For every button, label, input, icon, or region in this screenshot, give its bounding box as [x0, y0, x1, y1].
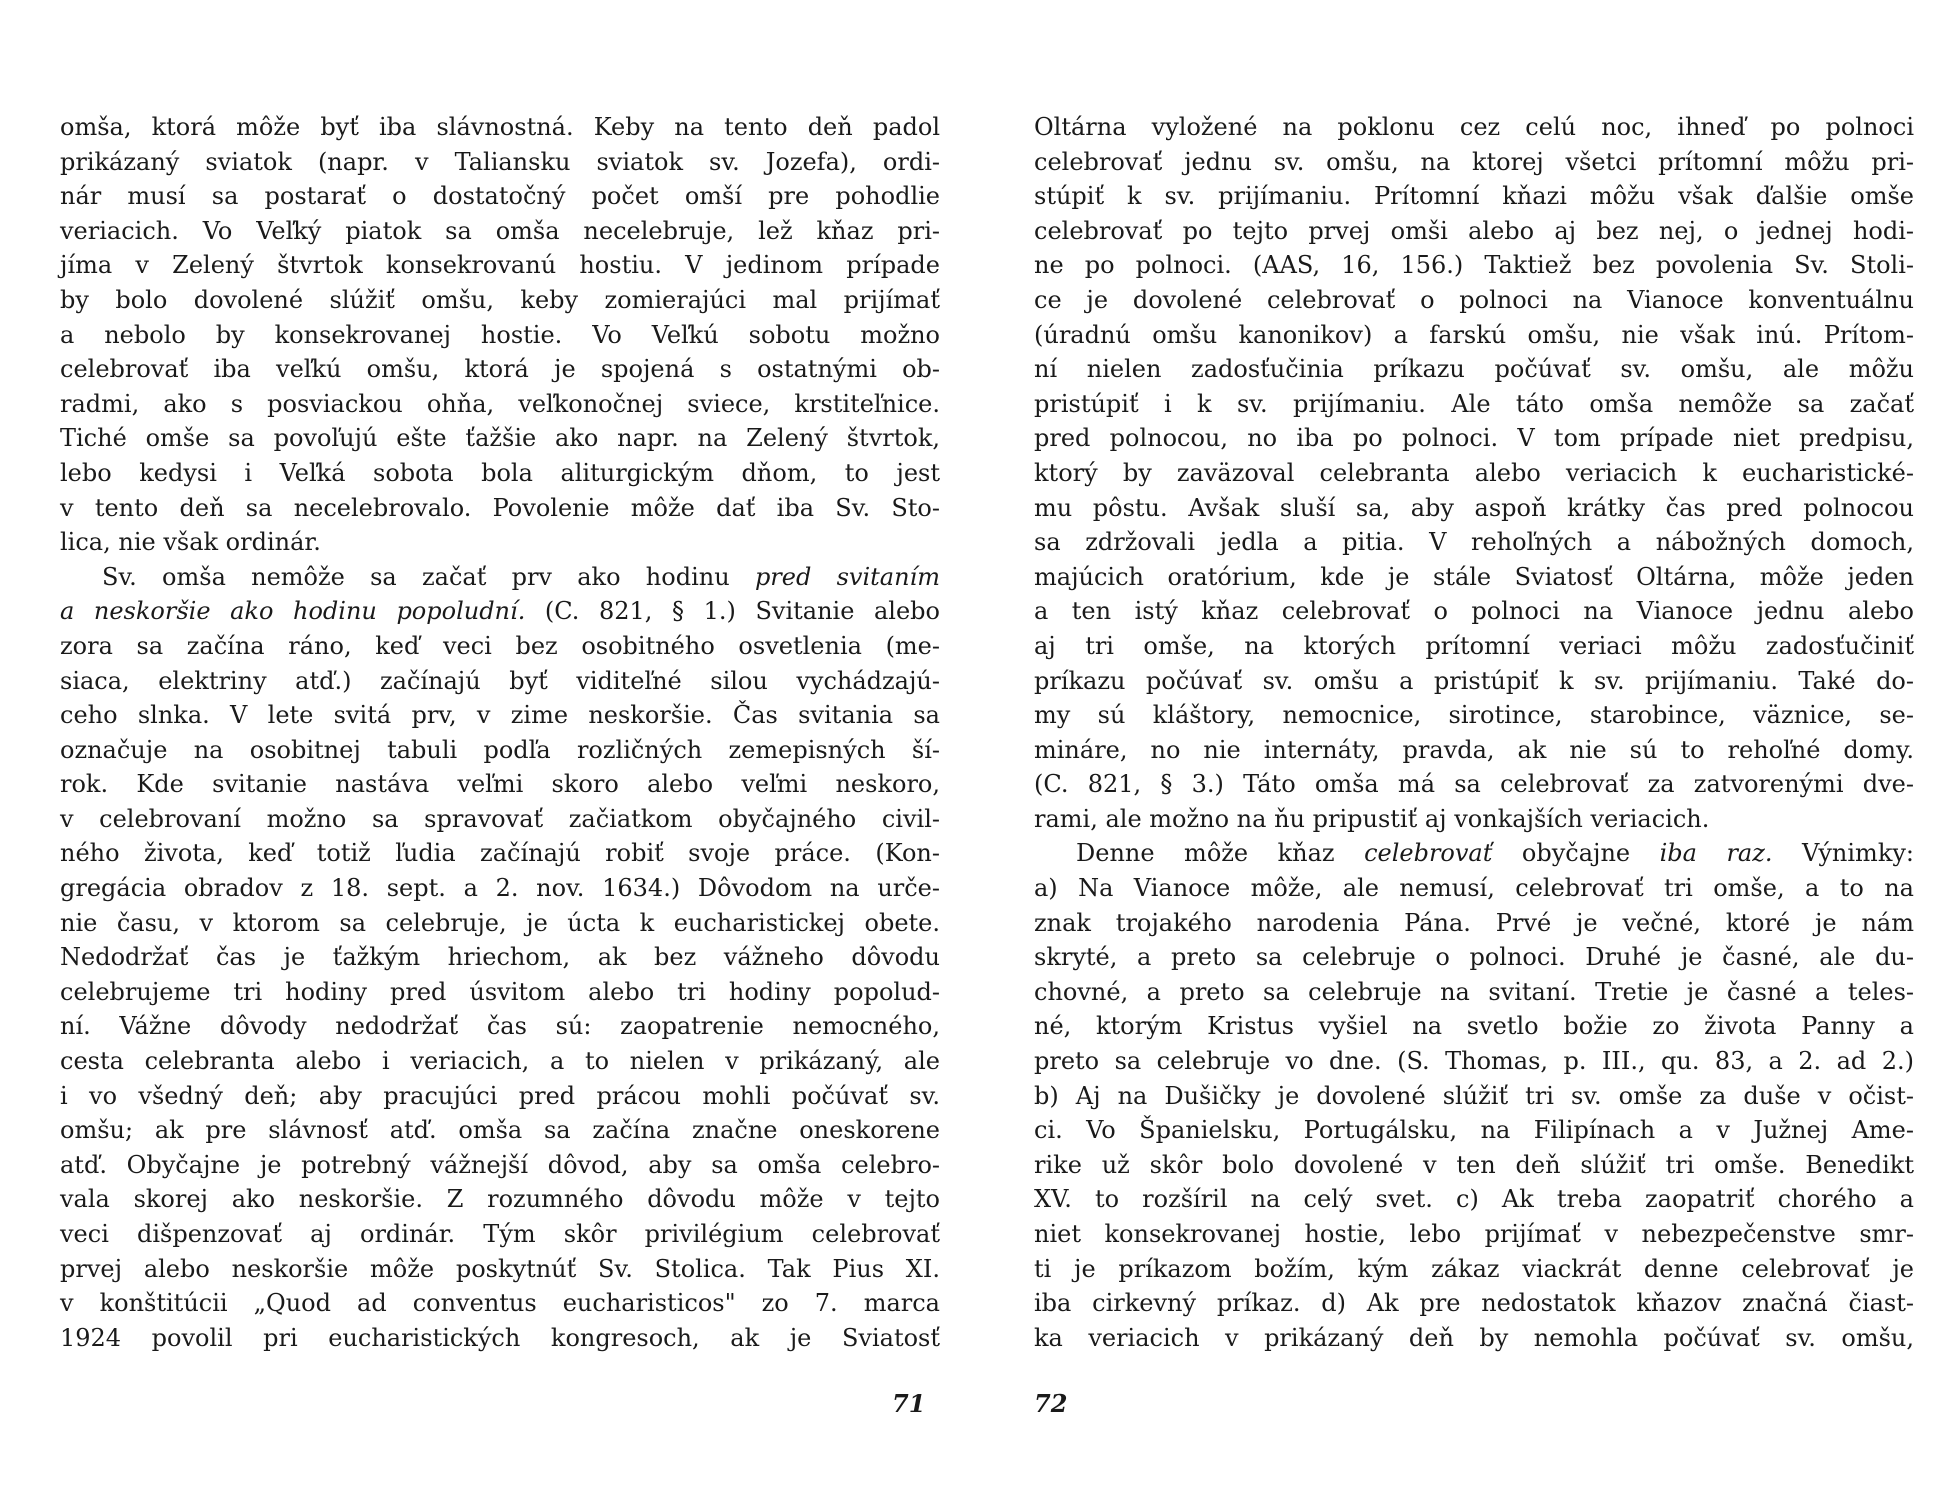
text-line: atď. Obyčajne je potrebný vážnejší dôvod, aby sa omša celebro- [60, 1150, 940, 1179]
text-line: ktorý by zaväzoval celebranta alebo veriacich k eucharistické- [1034, 458, 1914, 487]
text-line: a) Na Vianoce môže, ale nemusí, celebrovať tri omše, a to na [1034, 874, 1914, 903]
page-number-right: 72 [1034, 1389, 1068, 1418]
left-page-text [60, 110, 940, 1355]
text-line: b) Aj na Dušičky je dovolené slúžiť tri sv. omše za duše v očist- [1034, 1081, 1914, 1110]
text-line: celebrovať iba veľkú omšu, ktorá je spojená s ostatnými ob- [60, 355, 940, 384]
text-line: chovné, a preto sa celebruje na svitaní. Tretie je časné a teles- [1034, 977, 1914, 1006]
text-line: stúpiť k sv. prijímaniu. Prítomní kňazi môžu však ďalšie omše [1034, 182, 1914, 211]
page-number-left: 71 [892, 1389, 926, 1418]
text-line: rike už skôr bolo dovolené v ten deň slúžiť tri omše. Benedikt [1034, 1150, 1914, 1179]
text-line: ti je príkazom božím, kým zákaz viackrát denne celebrovať je [1034, 1254, 1914, 1283]
text-line: nie času, v ktorom sa celebruje, je úcta k eucharistickej obete. [60, 908, 940, 937]
text-line: omša, ktorá môže byť iba slávnostná. Keby na tento deň padol [60, 113, 940, 141]
text-line: ka veriacich v prikázaný deň by nemohla počúvať sv. omšu, [1034, 1323, 1914, 1352]
text-line: jíma v Zelený štvrtok konsekrovanú hostiu. V jedinom prípade [60, 251, 940, 280]
text-span: Denne môže kňaz [1076, 839, 1365, 868]
text-line: ci. Vo Španielsku, Portugálsku, na Filipínach a v Južnej Ame- [1034, 1116, 1914, 1145]
text-span: obyčajne [1492, 839, 1660, 868]
text-line: preto sa celebruje vo dne. (S. Thomas, p. III., qu. 83, a 2. ad 2.) [1034, 1047, 1914, 1076]
text-line: v konštitúcii „Quod ad conventus eucharisticos" zo 7. marca [60, 1289, 940, 1318]
text-span: (C. 821, § 1.) Svitanie alebo [525, 597, 940, 626]
text-line: Tiché omše sa povoľujú ešte ťažšie ako napr. na Zelený štvrtok, [60, 424, 940, 453]
text-line: lica, nie však ordinár. [60, 528, 321, 557]
text-line: 1924 povolil pri eucharistických kongresoch, ak je Sviatosť [60, 1323, 940, 1352]
text-line: radmi, ako s posviackou ohňa, veľkonočnej sviece, krstiteľnice. [60, 389, 940, 418]
text-line: ného života, keď totiž ľudia začínajú robiť svoje práce. (Kon- [60, 839, 940, 868]
text-line: celebrovať jednu sv. omšu, na ktorej všetci prítomní môžu pri- [1034, 147, 1914, 176]
text-line [1034, 836, 1914, 871]
text-line: vala skorej ako neskoršie. Z rozumného dôvodu môže v tejto [60, 1185, 940, 1214]
text-line: my sú kláštory, nemocnice, sirotince, starobince, väznice, se- [1034, 701, 1914, 730]
text-line: mu pôstu. Avšak sluší sa, aby aspoň krátky čas pred polnocou [1034, 493, 1914, 522]
text-line: a ten istý kňaz celebrovať o polnoci na Vianoce jednu alebo [1034, 597, 1914, 626]
text-line: celebrovať po tejto prvej omši alebo aj bez nej, o jednej hodi- [1034, 216, 1914, 245]
italic-span: a neskoršie ako hodinu popoludní. [60, 597, 526, 626]
text-line: skryté, a preto sa celebruje o polnoci. Druhé je časné, ale du- [1034, 943, 1914, 972]
text-line: a nebolo by konsekrovanej hostie. Vo Veľkú sobotu možno [60, 320, 940, 349]
text-line: ní nielen zadosťučinia príkazu počúvať sv. omšu, ale môžu [1034, 355, 1914, 384]
text-line: veci dišpenzovať aj ordinár. Tým skôr privilégium celebrovať [60, 1220, 940, 1248]
right-page-text [1034, 110, 1914, 1355]
text-line [60, 560, 940, 595]
text-line: veriacich. Vo Veľký piatok sa omša necelebruje, lež kňaz pri- [60, 216, 940, 245]
text-line: (úradnú omšu kanonikov) a farskú omšu, nie však inú. Prítom- [1034, 320, 1914, 349]
text-line: prikázaný sviatok (napr. v Taliansku sviatok sv. Jozefa), ordi- [60, 147, 940, 176]
text-line: gregácia obradov z 18. sept. a 2. nov. 1634.) Dôvodom na urče- [60, 874, 940, 903]
text-line: znak trojakého narodenia Pána. Prvé je večné, ktoré je nám [1034, 908, 1914, 937]
text-line: rok. Kde svitanie nastáva veľmi skoro alebo veľmi neskoro, [60, 770, 940, 799]
text-line: aj tri omše, na ktorých prítomní veriaci môžu zadosťučiniť [1034, 631, 1914, 660]
text-line: ne po polnoci. (AAS, 16, 156.) Taktiež bez povolenia Sv. Stoli- [1034, 251, 1914, 280]
text-line: celebrujeme tri hodiny pred úsvitom alebo tri hodiny popolud- [60, 977, 940, 1006]
text-line: cesta celebranta alebo i veriacich, a to nielen v prikázaný, ale [60, 1047, 940, 1076]
text-line: XV. to rozšíril na celý svet. c) Ak treba zaopatriť chorého a [1034, 1185, 1914, 1214]
italic-span: iba raz. [1659, 839, 1773, 868]
text-line: rami, ale možno na ňu pripustiť aj vonkajších veriacich. [1034, 804, 1710, 833]
text-line: sa zdržovali jedla a pitia. V rehoľných a nábožných domoch, [1034, 528, 1914, 557]
text-line: by bolo dovolené slúžiť omšu, keby zomierajúci mal prijímať [60, 285, 940, 314]
text-line: niet konsekrovanej hostie, lebo prijímať v nebezpečenstve smr- [1034, 1220, 1914, 1248]
text-line: v celebrovaní možno sa spravovať začiatkom obyčajného civil- [60, 804, 940, 833]
text-span: Sv. omša nemôže sa začať prv ako hodinu [102, 562, 755, 591]
text-line: i vo všedný deň; aby pracujúci pred prácou mohli počúvať sv. [60, 1081, 940, 1110]
text-line: (C. 821, § 3.) Táto omša má sa celebrovať za zatvorenými dve- [1034, 770, 1914, 799]
text-line: Oltárna vyložené na poklonu cez celú noc, ihneď po polnoci [1034, 113, 1914, 141]
text-line: pristúpiť i k sv. prijímaniu. Ale táto omša nemôže sa začať [1034, 389, 1914, 418]
text-line: pred polnocou, no iba po polnoci. V tom prípade niet predpisu, [1034, 424, 1914, 453]
text-line: zora sa začína ráno, keď veci bez osobitného osvetlenia (me- [60, 631, 940, 660]
text-line: označuje na osobitnej tabuli podľa rozličných zemepisných ší- [60, 735, 940, 764]
text-line: lebo kedysi i Veľká sobota bola aliturgickým dňom, to jest [60, 458, 940, 487]
italic-span: pred svitaním [754, 562, 940, 591]
text-line: né, ktorým Kristus vyšiel na svetlo božie zo života Panny a [1034, 1012, 1914, 1041]
italic-span: celebrovať [1364, 839, 1493, 868]
text-line: omšu; ak pre slávnosť atď. omša sa začína značne oneskorene [60, 1116, 940, 1145]
text-line: ceho slnka. V lete svitá prv, v zime neskoršie. Čas svitania sa [60, 701, 940, 730]
text-line: Nedodržať čas je ťažkým hriechom, ak bez vážneho dôvodu [60, 943, 940, 972]
text-line: príkazu počúvať sv. omšu a pristúpiť k sv. prijímaniu. Také do- [1034, 666, 1914, 695]
text-line: prvej alebo neskoršie môže poskytnúť Sv. Stolica. Tak Pius XI. [60, 1254, 940, 1283]
text-span: Výnimky: [1772, 839, 1915, 868]
text-line [60, 594, 940, 629]
text-line: siaca, elektriny atď.) začínajú byť viditeľné silou vychádzajú- [60, 666, 940, 695]
text-line: majúcich oratórium, kde je stále Sviatosť Oltárna, môže jeden [1034, 562, 1914, 591]
text-line: ce je dovolené celebrovať o polnoci na Vianoce konventuálnu [1034, 285, 1914, 314]
text-line: v tento deň sa necelebrovalo. Povolenie môže dať iba Sv. Sto- [60, 493, 940, 522]
text-line: mináre, no nie internáty, pravda, ak nie sú to rehoľné domy. [1034, 735, 1914, 764]
text-line: nár musí sa postarať o dostatočný počet omší pre pohodlie [60, 182, 940, 211]
text-line: iba cirkevný príkaz. d) Ak pre nedostatok kňazov značná čiast- [1034, 1289, 1914, 1318]
text-line: ní. Vážne dôvody nedodržať čas sú: zaopatrenie nemocného, [60, 1012, 940, 1041]
